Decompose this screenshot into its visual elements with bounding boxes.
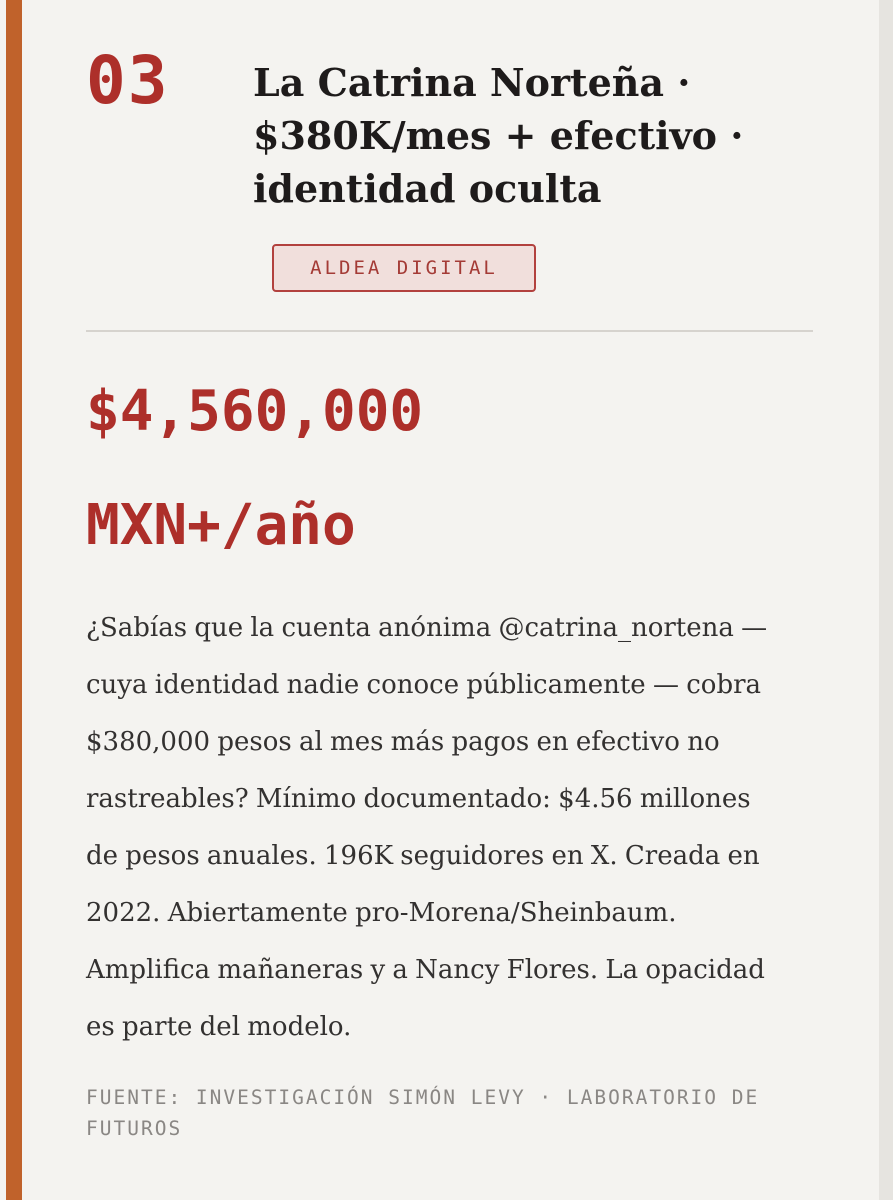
divider <box>86 330 813 332</box>
description-text: ¿Sabías que la cuenta anónima @catrina_nortena — cuya identidad nadie conoce públicamente — cobra $380,000 pesos al mes más pagos en efectivo no rastreables? Mínimo documentado: $4.56 millones de pesos anuales. 196K seguidores en X. Creada en 2022. Abiertamente pro-Morena/Sheinbaum. Amplifica mañaneras y a Nancy Flores. La opacidad es parte del modelo. <box>86 613 768 1042</box>
annual-amount: $4,560,000 <box>86 379 424 444</box>
rank-number: 03 <box>86 42 170 119</box>
amount-unit: MXN+/año <box>86 493 356 558</box>
accent-bar <box>6 0 22 1200</box>
card-title: La Catrina Norteña · $380K/mes + efectivo · identidad oculta <box>253 60 744 211</box>
source-note: FUENTE: INVESTIGACIÓN SIMÓN LEVY · LABORATORIO DE FUTUROS <box>86 1086 760 1140</box>
category-tag: ALDEA DIGITAL <box>272 244 536 292</box>
card-edge <box>879 0 893 1200</box>
